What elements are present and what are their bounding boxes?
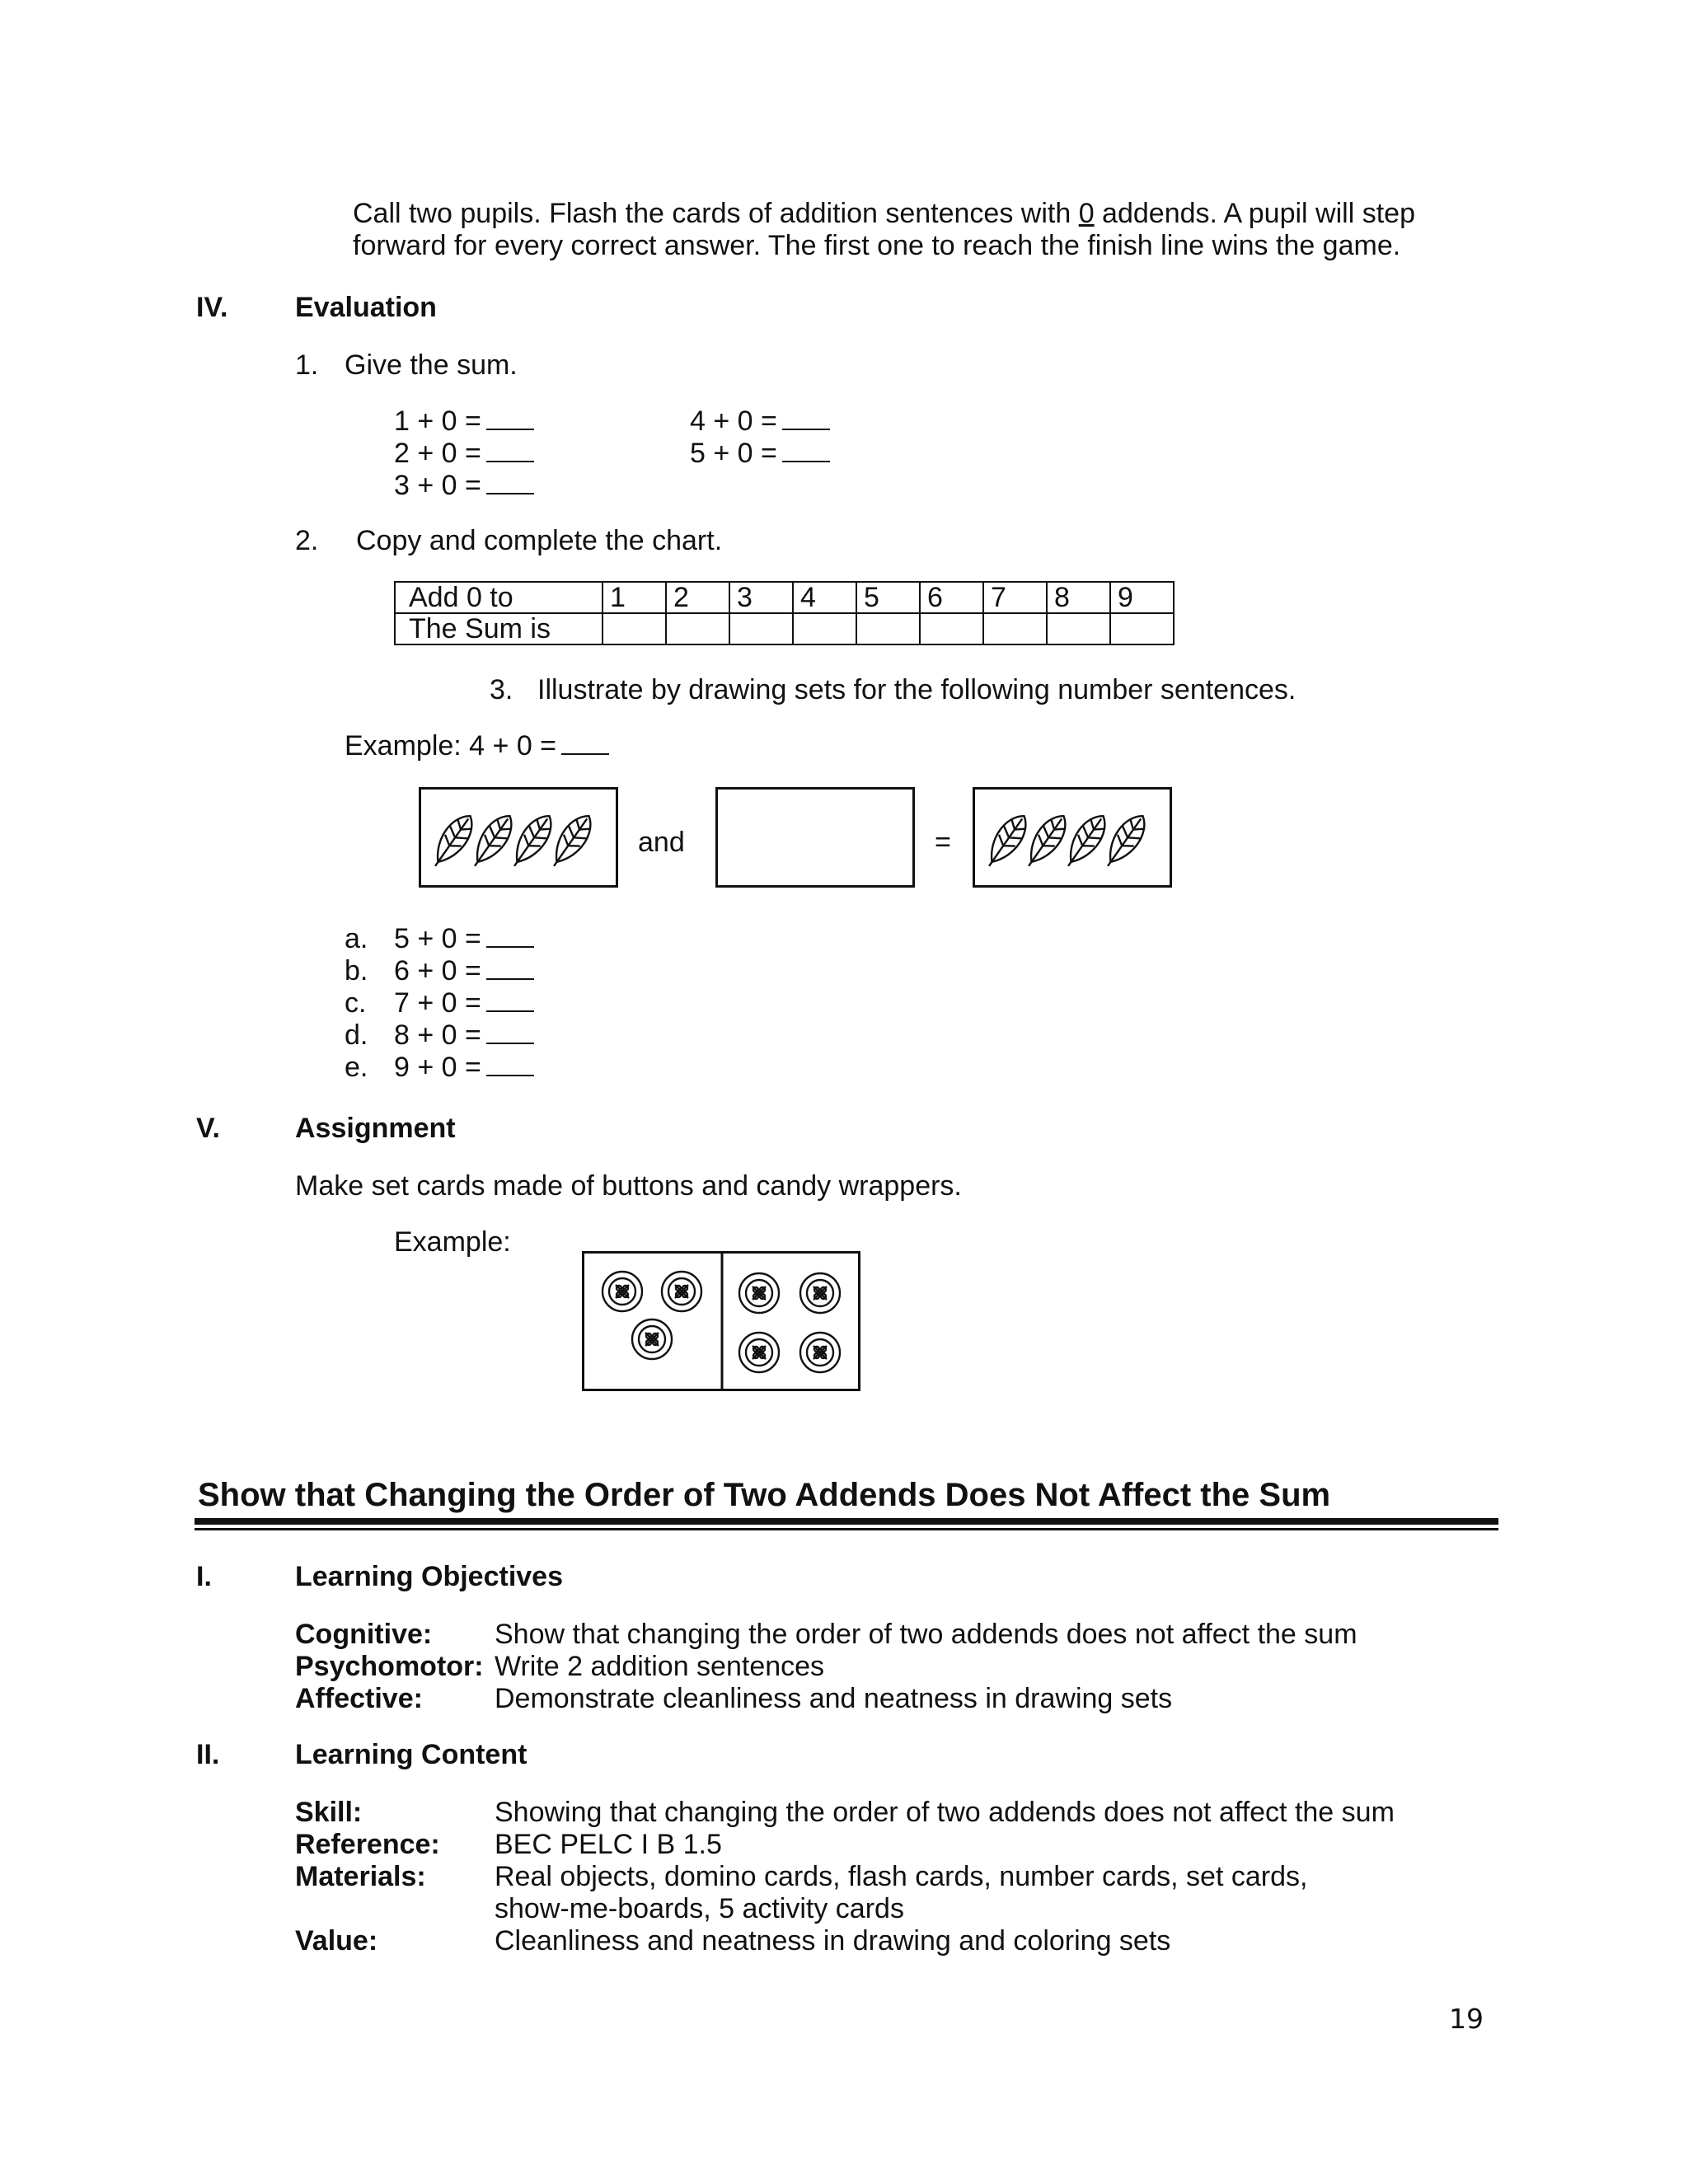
title-rule-thick (195, 1518, 1498, 1525)
chart-cell: 2 (666, 582, 729, 613)
chart-empty-cell (793, 613, 856, 644)
chart-cell: 8 (1047, 582, 1110, 613)
sum-right-2: 5 + 0 = (690, 438, 830, 470)
chart-empty-cell (603, 613, 666, 644)
chart-row-add (395, 582, 1174, 613)
answer-blank (561, 730, 609, 755)
chart-cell: 3 (729, 582, 793, 613)
answer-blank (782, 405, 830, 430)
exercise-e: e. 9 + 0 = (345, 1052, 534, 1084)
chart-cell: 6 (920, 582, 983, 613)
section-numeral-i: I. (196, 1561, 212, 1592)
sum-chart (394, 581, 1175, 645)
chart-empty-cell (920, 613, 983, 644)
content-row-skill: Skill: Showing that changing the order of two addends does not affect the sum (295, 1797, 1395, 1828)
intro-text-end: addends. A pupil will step (1094, 198, 1415, 229)
section-numeral-v: V. (196, 1113, 221, 1144)
chart-cell: 1 (603, 582, 666, 613)
set-box-empty (715, 787, 915, 888)
set-box-leaves-right (973, 787, 1172, 888)
item-2-text: Copy and complete the chart. (356, 525, 723, 556)
set-box-leaves-left (419, 787, 618, 888)
sum-right-1: 4 + 0 = (690, 405, 830, 438)
answer-blank (486, 1019, 534, 1044)
content-row-value: Value: Cleanliness and neatness in drawing and coloring sets (295, 1925, 1171, 1957)
button-set-card (582, 1251, 860, 1391)
intro-line-2: forward for every correct answer. The first one to reach the finish line wins the game. (353, 230, 1401, 261)
chart-empty-cell (729, 613, 793, 644)
intro-line-1 (353, 198, 1415, 230)
objective-row-cognitive: Cognitive: Show that changing the order of two addends does not affect the sum (295, 1619, 1357, 1650)
chart-row-sum (395, 613, 1174, 644)
chart-cell: 5 (856, 582, 920, 613)
chart-row-label: Add 0 to (395, 582, 603, 613)
chart-row-label: The Sum is (395, 613, 603, 644)
chart-cell: 7 (983, 582, 1047, 613)
chart-empty-cell (983, 613, 1047, 644)
chart-empty-cell (1047, 613, 1110, 644)
assignment-example-label: Example: (394, 1226, 511, 1258)
objectives-heading: Learning Objectives (295, 1561, 563, 1592)
assignment-heading: Assignment (295, 1113, 456, 1144)
answer-blank (486, 470, 534, 494)
content-row-reference: Reference: BEC PELC I B 1.5 (295, 1829, 722, 1860)
leaf-icon-group (421, 790, 616, 885)
sum-left-3: 3 + 0 = (394, 470, 534, 502)
equals-label: = (935, 827, 951, 858)
answer-blank (486, 438, 534, 462)
item-3-text: Illustrate by drawing sets for the following number sentences. (537, 674, 1296, 705)
answer-blank (782, 438, 830, 462)
item-2-number: 2. (295, 525, 319, 556)
leaf-icon-group (975, 790, 1170, 885)
chart-empty-cell (856, 613, 920, 644)
chart-empty-cell (666, 613, 729, 644)
exercise-a: a. 5 + 0 = (345, 923, 534, 955)
answer-blank (486, 923, 534, 948)
answer-blank (486, 1052, 534, 1076)
sum-left-2: 2 + 0 = (394, 438, 534, 470)
item-1-number: 1. (295, 349, 319, 381)
section-numeral-ii: II. (196, 1739, 220, 1770)
intro-text: Call two pupils. Flash the cards of addition sentences with (353, 198, 1079, 229)
exercise-b: b. 6 + 0 = (345, 955, 534, 987)
chart-cell: 4 (793, 582, 856, 613)
answer-blank (486, 987, 534, 1012)
section-title: Show that Changing the Order of Two Addends Does Not Affect the Sum (198, 1477, 1331, 1513)
answer-blank (486, 405, 534, 430)
content-row-materials: Materials: Real objects, domino cards, flash cards, number cards, set cards, (295, 1861, 1308, 1892)
objective-row-psychomotor: Psychomotor: Write 2 addition sentences (295, 1651, 825, 1682)
chart-cell: 9 (1110, 582, 1174, 613)
answer-blank (486, 955, 534, 980)
content-heading: Learning Content (295, 1739, 528, 1770)
section-numeral-iv: IV. (196, 292, 228, 323)
sum-left-1: 1 + 0 = (394, 405, 534, 438)
exercise-d: d. 8 + 0 = (345, 1019, 534, 1052)
content-row-materials-cont: show-me-boards, 5 activity cards (495, 1893, 904, 1924)
page-number: 19 (1449, 2003, 1484, 2035)
exercise-c: c. 7 + 0 = (345, 987, 534, 1019)
title-rule-thin (195, 1528, 1498, 1530)
button-icon-group (584, 1254, 858, 1389)
objective-row-affective: Affective: Demonstrate cleanliness and neatness in drawing sets (295, 1683, 1173, 1714)
evaluation-heading: Evaluation (295, 292, 437, 323)
item-3-number: 3. (490, 674, 513, 705)
and-label: and (638, 827, 685, 858)
example-sentence: Example: 4 + 0 = (345, 730, 609, 762)
chart-empty-cell (1110, 613, 1174, 644)
item-1-text: Give the sum. (345, 349, 518, 381)
assignment-text: Make set cards made of buttons and candy wrappers. (295, 1170, 962, 1202)
intro-zero: 0 (1078, 198, 1095, 229)
